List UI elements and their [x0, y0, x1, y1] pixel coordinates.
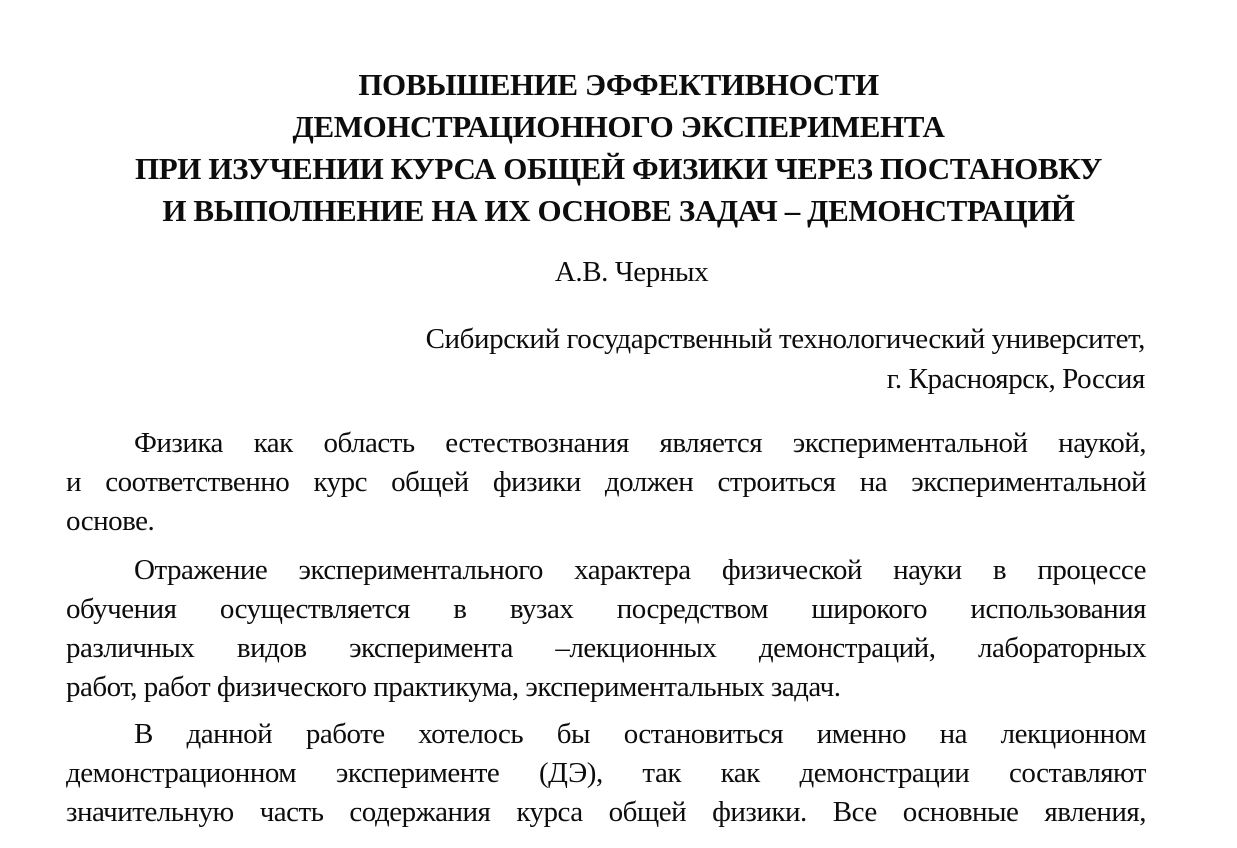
body-paragraph — [66, 715, 1146, 832]
title-line: ДЕМОНСТРАЦИОННОГО ЭКСПЕРИМЕНТА — [292, 109, 945, 144]
title-line: ПОВЫШЕНИЕ ЭФФЕКТИВНОСТИ — [358, 67, 879, 102]
paragraph-line: Физика как область естествознания является экспериментальной наукой, — [134, 427, 1146, 459]
body-paragraph — [66, 551, 1146, 707]
paragraph-line: различных видов эксперимента –лекционных демонстраций, лабораторных — [66, 632, 1146, 664]
title-line: ПРИ ИЗУЧЕНИИ КУРСА ОБЩЕЙ ФИЗИКИ ЧЕРЕЗ ПОСТАНОВКУ — [135, 151, 1102, 186]
paragraph-line: Отражение экспериментального характера физической науки в процессе — [134, 554, 1146, 586]
paragraph-line: В данной работе хотелось бы остановиться именно на лекционном — [134, 718, 1146, 750]
affiliation — [426, 319, 1145, 399]
paragraph-line: значительную часть содержания курса общей физики. Все основные явления, — [66, 796, 1146, 828]
affiliation-line: г. Красноярск, Россия — [886, 363, 1145, 395]
paragraph-line: и соответственно курс общей физики должен строиться на экспериментальной — [66, 466, 1146, 498]
affiliation-line: Сибирский государственный технологический университет, — [425, 323, 1145, 355]
paragraph-line: работ, работ физического практикума, экспериментальных задач. — [66, 671, 841, 703]
paragraph-line: обучения осуществляется в вузах посредством широкого использования — [66, 593, 1146, 625]
paragraph-line: основе. — [66, 505, 155, 537]
author-name: А.В. Черных — [554, 256, 709, 288]
body-paragraph — [66, 424, 1146, 541]
article-title — [60, 64, 1177, 232]
title-line: И ВЫПОЛНЕНИЕ НА ИХ ОСНОВЕ ЗАДАЧ – ДЕМОНСТРАЦИЙ — [162, 193, 1075, 228]
paragraph-line: демонстрационном эксперименте (ДЭ), так как демонстрации составляют — [66, 757, 1146, 789]
